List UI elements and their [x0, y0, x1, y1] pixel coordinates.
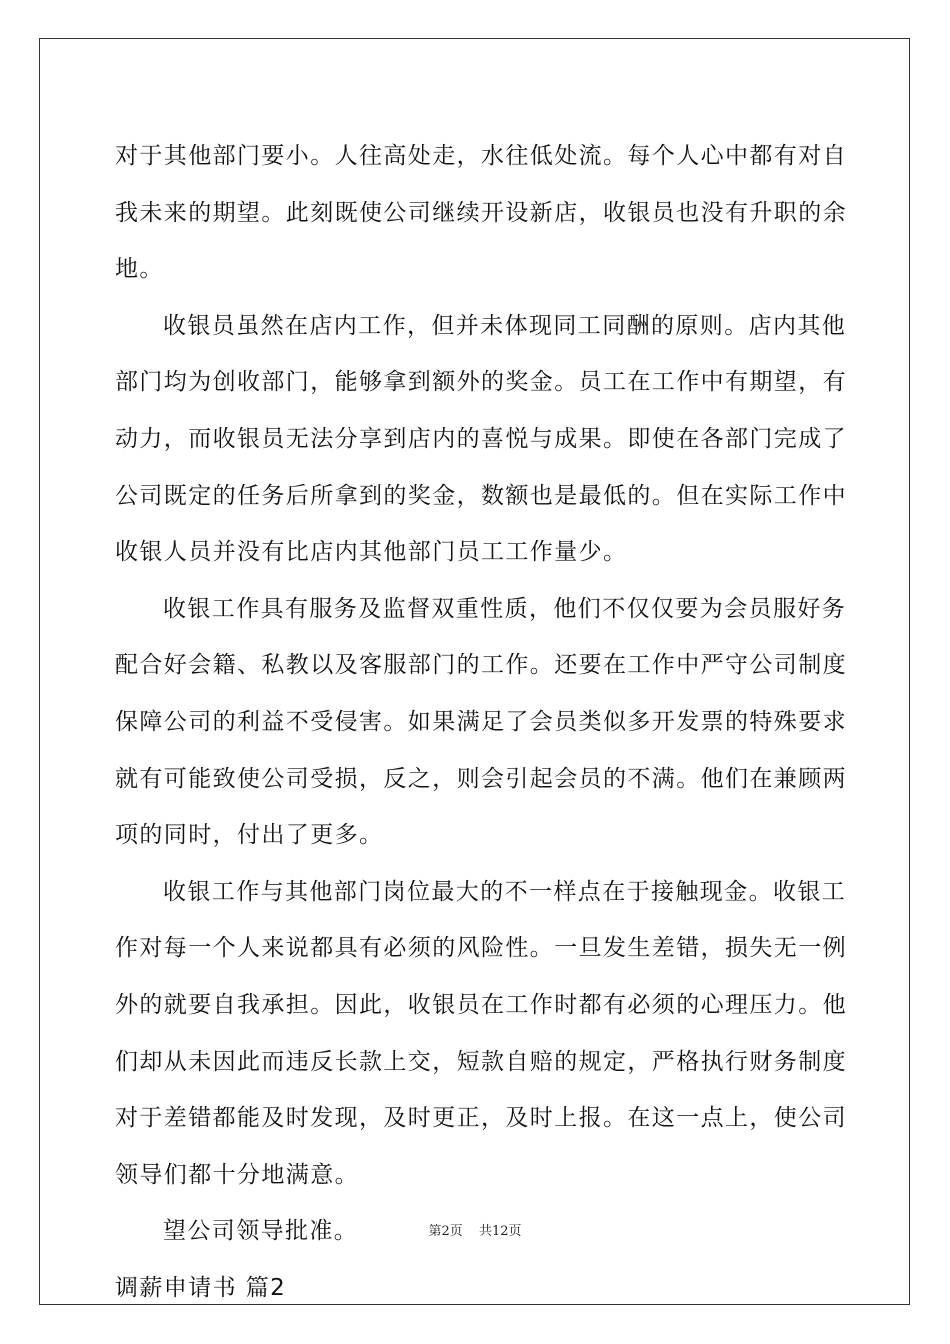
text-line: 配合好会籍、私教以及客服部门的工作。还要在工作中严守公司制度 — [115, 652, 847, 679]
page-number: 第2页 — [428, 1224, 463, 1239]
paragraph — [115, 864, 847, 1204]
text-line: 望公司领导批准。 — [163, 1218, 359, 1245]
text-line: 收银人员并没有比店内其他部门员工工作量少。 — [115, 539, 628, 566]
text-line: 保障公司的利益不受侵害。如果满足了会员类似多开发票的特殊要求 — [115, 708, 847, 735]
text-line: 调薪申请书 篇2 — [115, 1274, 287, 1301]
text-line: 项的同时，付出了更多。 — [115, 822, 384, 849]
text-line: 收银工作与其他部门岗位最大的不一样点在于接触现金。收银工 — [163, 878, 847, 905]
paragraph — [115, 581, 847, 864]
text-line: 对于差错都能及时发现，及时更正，及时上报。在这一点上，使公司 — [115, 1105, 847, 1132]
text-line: 就有可能致使公司受损，反之，则会引起会员的不满。他们在兼顾两 — [115, 765, 847, 792]
paragraph — [115, 128, 847, 298]
text-line: 领导们都十分地满意。 — [115, 1161, 359, 1188]
text-line: 我未来的期望。此刻既使公司继续开设新店，收银员也没有升职的余 — [115, 199, 847, 226]
text-line: 外的就要自我承担。因此，收银员在工作时都有必须的心理压力。他 — [115, 991, 847, 1018]
text-line: 收银员虽然在店内工作，但并未体现同工同酬的原则。店内其他 — [163, 312, 847, 339]
text-line: 动力，而收银员无法分享到店内的喜悦与成果。即使在各部门完成了 — [115, 425, 847, 452]
text-line: 收银工作具有服务及监督双重性质，他们不仅仅要为会员服好务 — [163, 595, 847, 622]
text-line: 对于其他部门要小。人往高处走，水往低处流。每个人心中都有对自 — [115, 143, 847, 169]
text-line: 们却从未因此而违反长款上交，短款自赔的规定，严格执行财务制度 — [115, 1048, 847, 1075]
page-footer — [0, 1220, 950, 1239]
page-total: 共12页 — [478, 1224, 522, 1239]
text-line: 部门均为创收部门，能够拿到额外的奖金。员工在工作中有期望，有 — [115, 369, 847, 396]
document-body — [115, 128, 847, 1316]
text-line: 公司既定的任务后所拿到的奖金，数额也是最低的。但在实际工作中 — [115, 482, 847, 509]
text-line: 作对每一个人来说都具有必须的风险性。一旦发生差错，损失无一例 — [115, 935, 847, 962]
paragraph — [115, 298, 847, 581]
paragraph — [115, 1260, 835, 1317]
text-line: 地。 — [115, 256, 164, 283]
